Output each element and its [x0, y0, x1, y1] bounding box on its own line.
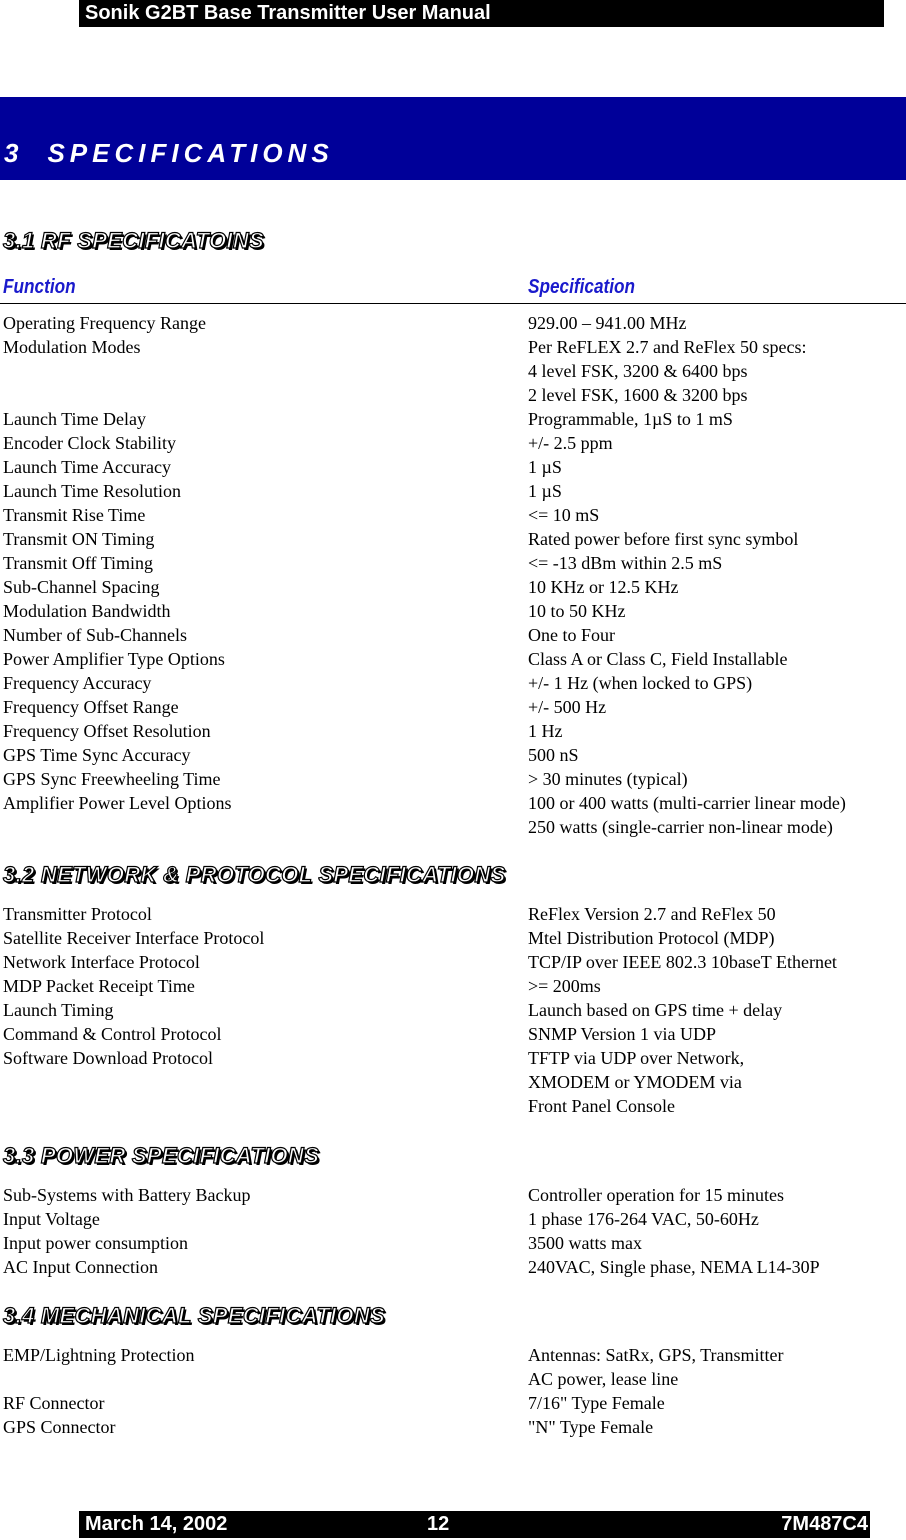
spec-function: Operating Frequency Range: [3, 313, 206, 333]
column-header-rule: [0, 303, 906, 304]
spec-function: Network Interface Protocol: [3, 952, 200, 972]
spec-function: Sub-Channel Spacing: [3, 577, 160, 597]
spec-value: [528, 407, 733, 431]
spec-value-line: 1 µS: [528, 457, 562, 477]
spec-value: [528, 1391, 665, 1415]
spec-value-line: <= 10 mS: [528, 505, 600, 525]
spec-row: [0, 335, 906, 407]
spec-value-line: TFTP via UDP over Network,: [528, 1048, 745, 1068]
spec-value-line: 4 level FSK, 3200 & 6400 bps: [528, 361, 748, 381]
spec-row: [0, 647, 906, 671]
spec-function: Input Voltage: [3, 1209, 100, 1229]
network-spec-table: [0, 902, 906, 1118]
spec-value-line: 1 Hz: [528, 721, 563, 741]
spec-function: Modulation Bandwidth: [3, 601, 171, 621]
spec-value: [528, 1046, 744, 1118]
spec-value: [528, 647, 788, 671]
spec-row: [0, 998, 906, 1022]
spec-value-line: Controller operation for 15 minutes: [528, 1185, 784, 1205]
spec-row: [0, 902, 906, 926]
spec-function: Satellite Receiver Interface Protocol: [3, 928, 265, 948]
section-heading-mechanical: 3.4 MECHANICAL SPECIFICATIONS: [3, 1303, 385, 1328]
spec-value-line: 1 phase 176-264 VAC, 50-60Hz: [528, 1209, 759, 1229]
spec-row: [0, 791, 906, 839]
spec-value-line: Mtel Distribution Protocol (MDP): [528, 928, 775, 948]
spec-row: [0, 527, 906, 551]
chapter-title: SPECIFICATIONS: [47, 138, 334, 168]
spec-value: [528, 479, 562, 503]
spec-value-line: Class A or Class C, Field Installable: [528, 649, 788, 669]
spec-function: GPS Time Sync Accuracy: [3, 745, 191, 765]
spec-row: [0, 1415, 906, 1439]
spec-row: [0, 926, 906, 950]
spec-value: [528, 599, 626, 623]
spec-function: MDP Packet Receipt Time: [3, 976, 195, 996]
spec-value-line: 929.00 – 941.00 MHz: [528, 313, 687, 333]
spec-function: Frequency Accuracy: [3, 673, 152, 693]
spec-value-line: <= -13 dBm within 2.5 mS: [528, 553, 723, 573]
column-header-function: Function: [3, 276, 76, 298]
footer-date: March 14, 2002: [85, 1513, 228, 1535]
spec-row: [0, 503, 906, 527]
spec-function: RF Connector: [3, 1393, 105, 1413]
spec-value-line: SNMP Version 1 via UDP: [528, 1024, 717, 1044]
spec-value: [528, 335, 806, 407]
spec-function: Power Amplifier Type Options: [3, 649, 225, 669]
spec-value-line: 500 nS: [528, 745, 579, 765]
spec-row: [0, 671, 906, 695]
spec-row: [0, 743, 906, 767]
spec-row: [0, 950, 906, 974]
rf-spec-table: [0, 311, 906, 839]
spec-value: [528, 575, 678, 599]
spec-value-line: Front Panel Console: [528, 1096, 675, 1116]
spec-function: Encoder Clock Stability: [3, 433, 176, 453]
spec-function: Sub-Systems with Battery Backup: [3, 1185, 251, 1205]
spec-value: [528, 1183, 784, 1207]
spec-value-line: Launch based on GPS time + delay: [528, 1000, 783, 1020]
spec-function: Software Download Protocol: [3, 1048, 213, 1068]
spec-row: [0, 719, 906, 743]
spec-value: [528, 695, 606, 719]
spec-row: [0, 1022, 906, 1046]
spec-value-line: 1 µS: [528, 481, 562, 501]
spec-row: [0, 974, 906, 998]
spec-value-line: +/- 2.5 ppm: [528, 433, 613, 453]
spec-value-line: 10 to 50 KHz: [528, 601, 626, 621]
spec-value-line: 3500 watts max: [528, 1233, 642, 1253]
spec-value: [528, 1343, 784, 1391]
spec-value: [528, 1415, 653, 1439]
spec-function: GPS Connector: [3, 1417, 116, 1437]
spec-value-line: One to Four: [528, 625, 615, 645]
spec-function: EMP/Lightning Protection: [3, 1345, 195, 1365]
spec-function: Transmitter Protocol: [3, 904, 152, 924]
spec-value-line: Per ReFLEX 2.7 and ReFlex 50 specs:: [528, 337, 807, 357]
spec-value-line: ReFlex Version 2.7 and ReFlex 50: [528, 904, 776, 924]
spec-row: [0, 311, 906, 335]
spec-row: [0, 407, 906, 431]
spec-value: [528, 455, 562, 479]
spec-function: Input power consumption: [3, 1233, 188, 1253]
spec-value-line: 240VAC, Single phase, NEMA L14-30P: [528, 1257, 820, 1277]
spec-value: [528, 974, 601, 998]
spec-value-line: 7/16" Type Female: [528, 1393, 665, 1413]
running-footer: [79, 1511, 870, 1538]
spec-row: [0, 1343, 906, 1391]
spec-function: Command & Control Protocol: [3, 1024, 222, 1044]
spec-row: [0, 695, 906, 719]
section-heading-rf: 3.1 RF SPECIFICATOINS: [3, 228, 264, 253]
spec-row: [0, 623, 906, 647]
spec-row: [0, 455, 906, 479]
spec-value: [528, 902, 776, 926]
spec-function: Number of Sub-Channels: [3, 625, 187, 645]
spec-row: [0, 431, 906, 455]
spec-value-line: 100 or 400 watts (multi-carrier linear mode): [528, 793, 846, 813]
spec-value-line: XMODEM or YMODEM via: [528, 1072, 742, 1092]
spec-value: [528, 791, 846, 839]
spec-function: AC Input Connection: [3, 1257, 158, 1277]
spec-value: [528, 1231, 642, 1255]
spec-row: [0, 599, 906, 623]
spec-function: Transmit ON Timing: [3, 529, 155, 549]
spec-function: Launch Timing: [3, 1000, 114, 1020]
spec-value-line: AC power, lease line: [528, 1369, 679, 1389]
section-heading-power: 3.3 POWER SPECIFICATIONS: [3, 1143, 320, 1168]
chapter-number: 3: [4, 138, 24, 168]
spec-value: [528, 743, 579, 767]
column-header-specification: Specification: [528, 276, 636, 298]
spec-value: [528, 1255, 820, 1279]
spec-value: [528, 719, 563, 743]
spec-value-line: 2 level FSK, 1600 & 3200 bps: [528, 385, 748, 405]
spec-value: [528, 950, 837, 974]
section-heading-network: 3.2 NETWORK & PROTOCOL SPECIFICATIONS: [3, 862, 506, 887]
spec-value-line: Programmable, 1µS to 1 mS: [528, 409, 733, 429]
spec-row: [0, 575, 906, 599]
spec-value: [528, 527, 798, 551]
spec-function: Launch Time Resolution: [3, 481, 182, 501]
spec-value: [528, 671, 752, 695]
spec-function: Launch Time Delay: [3, 409, 146, 429]
spec-function: Transmit Off Timing: [3, 553, 154, 573]
spec-value-line: "N" Type Female: [528, 1417, 654, 1437]
spec-value: [528, 926, 775, 950]
spec-value: [528, 551, 722, 575]
spec-value-line: TCP/IP over IEEE 802.3 10baseT Ethernet: [528, 952, 837, 972]
running-header: Sonik G2BT Base Transmitter User Manual: [79, 0, 884, 27]
spec-value: [528, 311, 687, 335]
spec-value: [528, 998, 782, 1022]
spec-value-line: > 30 minutes (typical): [528, 769, 688, 789]
spec-value: [528, 503, 599, 527]
footer-page-number: 12: [427, 1513, 450, 1535]
spec-function: Frequency Offset Resolution: [3, 721, 211, 741]
spec-value-line: +/- 1 Hz (when locked to GPS): [528, 673, 753, 693]
spec-function: GPS Sync Freewheeling Time: [3, 769, 221, 789]
chapter-banner: [0, 97, 906, 180]
spec-value-line: Antennas: SatRx, GPS, Transmitter: [528, 1345, 784, 1365]
spec-row: [0, 1207, 906, 1231]
spec-function: Modulation Modes: [3, 337, 141, 357]
spec-row: [0, 1391, 906, 1415]
spec-row: [0, 767, 906, 791]
spec-row: [0, 1231, 906, 1255]
spec-value: [528, 623, 615, 647]
spec-row: [0, 551, 906, 575]
spec-value: [528, 767, 688, 791]
spec-function: Launch Time Accuracy: [3, 457, 171, 477]
spec-row: [0, 479, 906, 503]
spec-value-line: >= 200ms: [528, 976, 601, 996]
mechanical-spec-table: [0, 1343, 906, 1439]
footer-doc-number: 7M487C4: [781, 1513, 868, 1535]
spec-function: Transmit Rise Time: [3, 505, 146, 525]
spec-value-line: 10 KHz or 12.5 KHz: [528, 577, 679, 597]
spec-value: [528, 1207, 759, 1231]
spec-value-line: 250 watts (single-carrier non-linear mode): [528, 817, 833, 837]
power-spec-table: [0, 1183, 906, 1279]
spec-value-line: +/- 500 Hz: [528, 697, 607, 717]
spec-function: Frequency Offset Range: [3, 697, 179, 717]
spec-value: [528, 1022, 716, 1046]
spec-value: [528, 431, 613, 455]
spec-function: Amplifier Power Level Options: [3, 793, 232, 813]
spec-value-line: Rated power before first sync symbol: [528, 529, 799, 549]
spec-row: [0, 1255, 906, 1279]
spec-row: [0, 1183, 906, 1207]
spec-row: [0, 1046, 906, 1118]
